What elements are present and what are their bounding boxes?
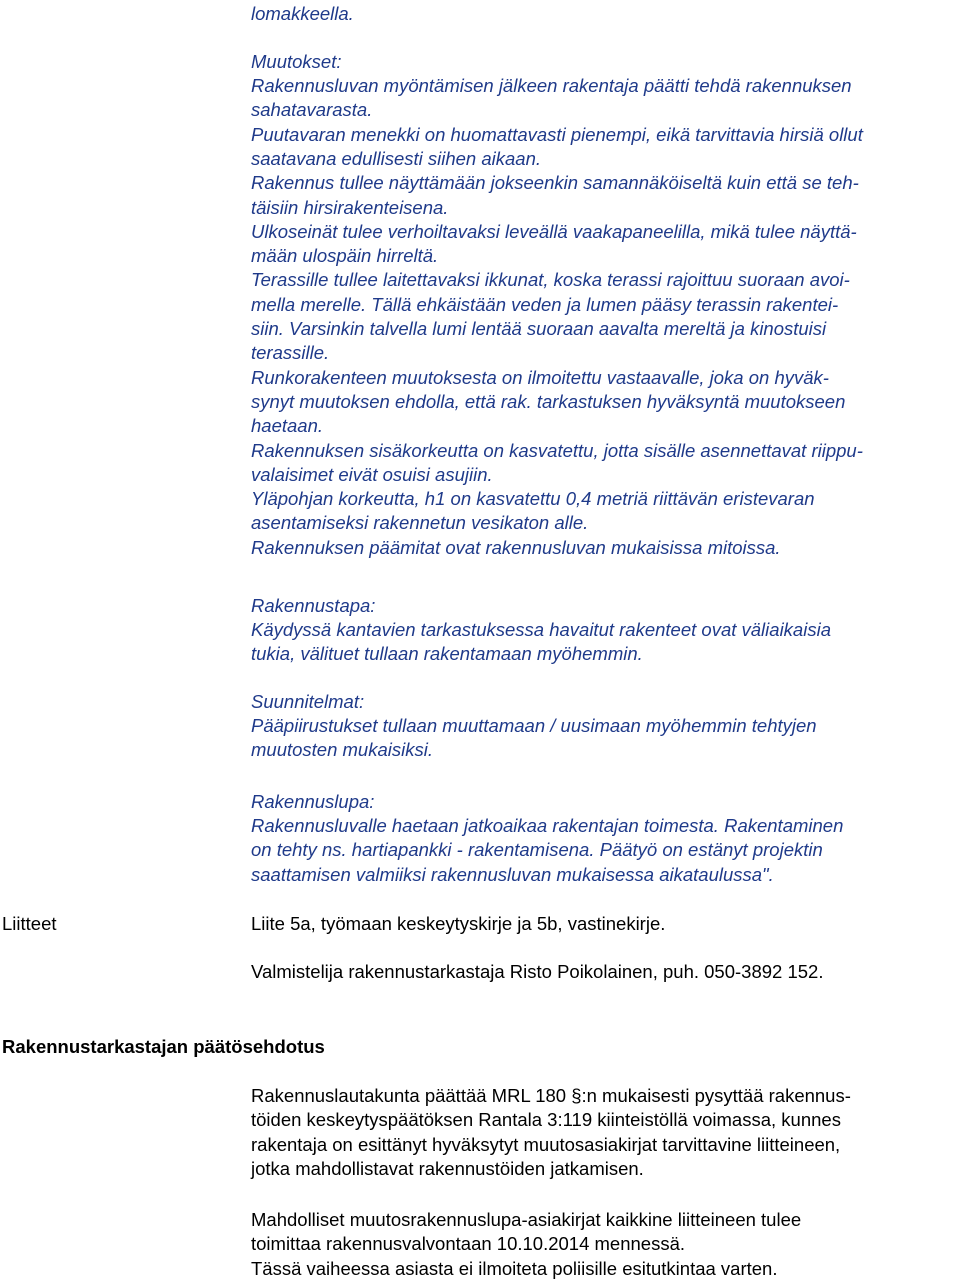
text-line: saatavana edullisesti siihen aikaan. [251,147,542,169]
text-line: Rakennus tullee näyttämään jokseenkin samannäköiseltä kuin että se teh- [251,172,859,194]
text-line: Ulkoseinät tulee verhoiltavaksi leveällä vaakapaneelilla, mikä tulee näyttä- [251,220,857,242]
text-line: Tässä vaiheessa asiasta ei ilmoiteta poliisille esitutkintaa varten. [251,1257,778,1279]
section-heading: Rakennustapa: [251,595,376,616]
text-line: jotka mahdollistavat rakennustöiden jatkamisen. [251,1157,644,1179]
text-line: Rakennuksen päämitat ovat rakennusluvan mukaisissa mitoissa. [251,536,781,558]
text-line: täisiin hirsirakenteisena. [251,196,449,218]
text-line: Runkorakenteen muutoksesta on ilmoitettu vastaavalle, joka on hyväk- [251,366,829,388]
proposal-heading: Rakennustarkastajan päätösehdotus [2,1036,325,1057]
text-line: Yläpohjan korkeutta, h1 on kasvatettu 0,4 metriä riittävän eristevaran [251,488,815,510]
liitteet-text: Liite 5a, työmaan keskeytyskirje ja 5b, vastinekirje. [251,913,666,934]
text-line: muutosten mukaisiksi. [251,739,433,761]
text-line: Terassille tullee laitettavaksi ikkunat, koska terassi rajoittuu suoraan avoi- [251,269,850,291]
text-line: mella merelle. Tällä ehkäistään veden ja lumen pääsy terassin rakentei- [251,293,839,315]
text-line: saattamisen valmiiksi rakennusluvan mukaisessa aikataulussa". [251,863,774,885]
text-line: terassille. [251,342,330,364]
section-heading: Muutokset: [251,51,342,72]
text-line: siin. Varsinkin talvella lumi lentää suoraan aavalta mereltä ja kinostuisi [251,318,827,339]
text-line: Puutavaran menekki on huomattavasti pienempi, eikä tarvittavia hirsiä ollut [251,123,863,145]
text-line: tukia, välituet tullaan rakentamaan myöhemmin. [251,643,643,665]
text-line: sahatavarasta. [251,99,373,121]
text-line: rakentaja on esittänyt hyväksytyt muutosasiakirjat tarvittavine liitteineen, [251,1133,841,1155]
section-heading: Suunnitelmat: [251,691,365,712]
text-line: asentamiseksi rakennetun vesikaton alle. [251,512,589,534]
text-line: Rakennusluvan myöntämisen jälkeen rakentaja päätti tehdä rakennuksen [251,75,852,96]
text-line: mään ulospäin hirreltä. [251,245,439,267]
text-line: on tehty ns. hartiapankki - rakentamisena. Päätyö on estänyt projektin [251,839,823,861]
text-line: Rakennuksen sisäkorkeutta on kasvatettu, jotta sisälle asennettavat riippu- [251,439,863,461]
section-heading: Rakennuslupa: [251,791,375,812]
text-line: haetaan. [251,415,324,437]
text-line: toimittaa rakennusvalvontaan 10.10.2014 mennessä. [251,1233,686,1255]
preparer-line: Valmistelija rakennustarkastaja Risto Poikolainen, puh. 050-3892 152. [251,961,824,982]
text-line: synyt muutoksen ehdolla, että rak. tarkastuksen hyväksyntä muutokseen [251,390,846,412]
text-line: Käydyssä kantavien tarkastuksessa havaitut rakenteet ovat väliaikaisia [251,619,831,640]
top-fragment: lomakkeella. [251,3,354,24]
text-line: Mahdolliset muutosrakennuslupa-asiakirjat kaikkine liitteineen tulee [251,1209,802,1230]
text-line: Rakennusluvalle haetaan jatkoaikaa rakentajan toimesta. Rakentaminen [251,815,844,836]
text-line: Rakennuslautakunta päättää MRL 180 §:n mukaisesti pysyttää rakennus- [251,1085,851,1106]
text-line: valaisimet eivät osuisi asujiin. [251,463,493,485]
liitteet-label: Liitteet [2,913,57,934]
text-line: töiden keskeytyspäätöksen Rantala 3:119 kiinteistöllä voimassa, kunnes [251,1109,841,1131]
text-line: Pääpiirustukset tullaan muuttamaan / uusimaan myöhemmin tehtyjen [251,715,817,736]
